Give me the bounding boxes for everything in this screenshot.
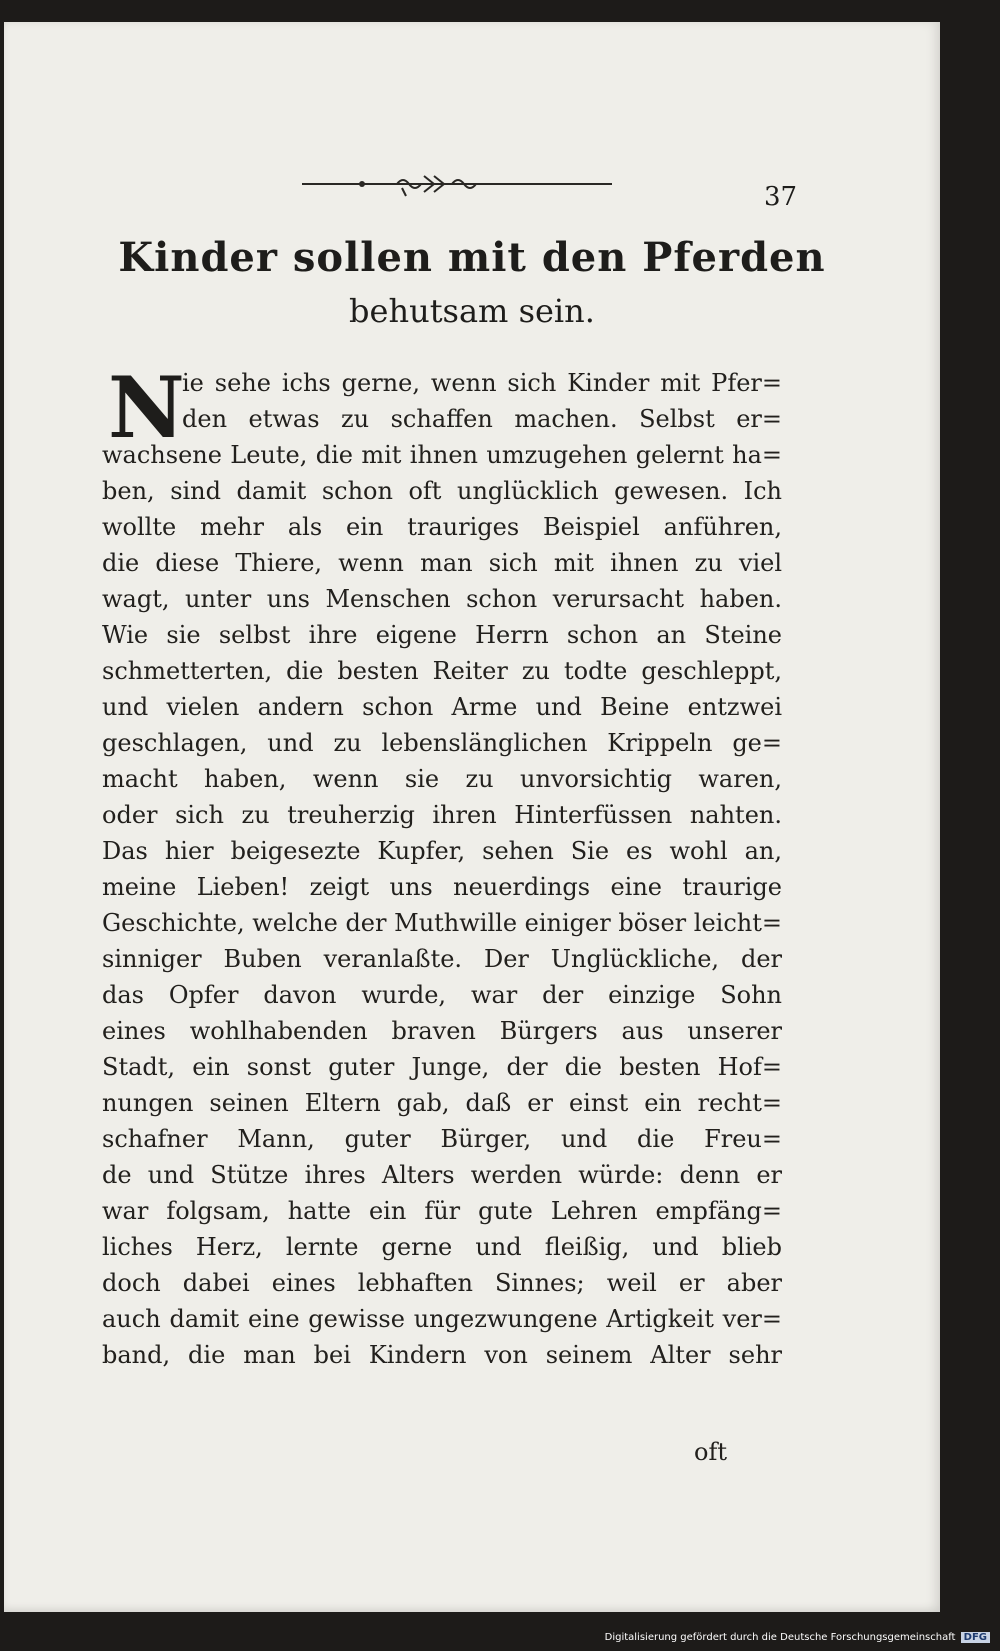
text-line: oder sich zu treuherzig ihren Hinterfüssen nahten. <box>102 801 782 829</box>
text-line: die diese Thiere, wenn man sich mit ihnen zu viel <box>102 549 782 577</box>
text-line: meine Lieben! zeigt uns neuerdings eine traurige <box>102 873 782 901</box>
text-line: Das hier beigesezte Kupfer, sehen Sie es wohl an, <box>102 837 782 865</box>
text-line: ie sehe ichs gerne, wenn sich Kinder mit Pfer= <box>182 369 782 397</box>
text-line: wagt, unter uns Menschen schon verursacht haben. <box>102 585 782 613</box>
text-line: Wie sie selbst ihre eigene Herrn schon an Steine <box>102 621 782 649</box>
text-line: wollte mehr als ein trauriges Beispiel anführen, <box>102 513 782 541</box>
drop-cap: N <box>108 358 185 457</box>
text-line: band, die man bei Kindern von seinem Alter sehr <box>102 1341 782 1369</box>
text-line: wachsene Leute, die mit ihnen umzugehen gelernt ha= <box>102 441 782 469</box>
printer-ornament <box>302 170 612 214</box>
text-line: das Opfer davon wurde, war der einzige Sohn <box>102 981 782 1009</box>
text-line: ben, sind damit schon oft unglücklich gewesen. Ich <box>102 477 782 505</box>
text-line: den etwas zu schaffen machen. Selbst er= <box>182 405 782 433</box>
text-line: und vielen andern schon Arme und Beine entzwei <box>102 693 782 721</box>
text-line: doch dabei eines lebhaften Sinnes; weil er aber <box>102 1269 782 1297</box>
text-line: nungen seinen Eltern gab, daß er einst ein recht= <box>102 1089 782 1117</box>
text-line: macht haben, wenn sie zu unvorsichtig waren, <box>102 765 782 793</box>
text-line: geschlagen, und zu lebenslänglichen Krippeln ge= <box>102 729 782 757</box>
credit-text: Digitalisierung gefördert durch die Deutsche Forschungsgemeinschaft <box>604 1632 956 1643</box>
chapter-subtitle: behutsam sein. <box>349 292 595 330</box>
page-number: 37 <box>764 182 798 212</box>
book-page <box>4 22 940 1612</box>
catchword: oft <box>694 1438 727 1466</box>
digitization-credit <box>605 1632 990 1643</box>
text-line: liches Herz, lernte gerne und fleißig, und blieb <box>102 1233 782 1261</box>
text-line: war folgsam, hatte ein für gute Lehren empfäng= <box>102 1197 782 1225</box>
text-line: schafner Mann, guter Bürger, und die Freu= <box>102 1125 782 1153</box>
text-line: Geschichte, welche der Muthwille einiger böser leicht= <box>102 909 782 937</box>
text-line: schmetterten, die besten Reiter zu todte geschleppt, <box>102 657 782 685</box>
text-line: Stadt, ein sonst guter Junge, der die besten Hof= <box>102 1053 782 1081</box>
text-line: eines wohlhabenden braven Bürgers aus unserer <box>102 1017 782 1045</box>
text-line: sinniger Buben veranlaßte. Der Unglückliche, der <box>102 945 782 973</box>
text-line: de und Stütze ihres Alters werden würde: denn er <box>102 1161 782 1189</box>
chapter-title: Kinder sollen mit den Pferden <box>118 234 826 281</box>
text-line: auch damit eine gewisse ungezwungene Artigkeit ver= <box>102 1305 782 1333</box>
dfg-logo: DFG <box>961 1632 990 1643</box>
